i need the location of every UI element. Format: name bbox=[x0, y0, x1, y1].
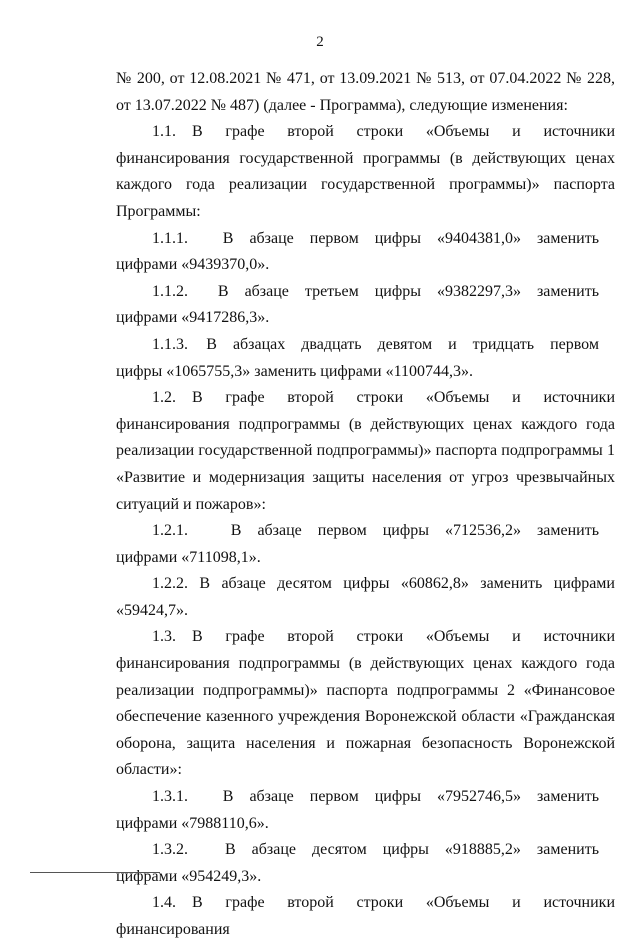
paragraph-intro: № 200, от 12.08.2021 № 471, от 13.09.2021 № 513, от 07.04.2022 № 228, от 13.07.2022 № 487) (далее - Программа), следующие изменения: bbox=[116, 70, 615, 114]
document-body bbox=[116, 66, 615, 944]
paragraph-1-1-1: 1.1.1. В абзаце первом цифры «9404381,0» заменить цифрами «9439370,0». bbox=[116, 229, 615, 274]
paragraph-1-2-1: 1.2.1. В абзаце первом цифры «712536,2» заменить цифрами «711098,1». bbox=[116, 522, 615, 566]
page-number: 2 bbox=[316, 34, 324, 50]
paragraph-1-3: 1.3. В графе второй строки «Объемы и источники финансирования подпрограммы (в действующих ценах каждого года реализации подпрограммы)» паспорта подпрограммы 2 «Финансовое обеспечение казенного учреждения Воронежской области «Гражданская оборона, защита населения и пожарная безопасность Воронежской области»: bbox=[116, 628, 615, 779]
paragraph-1-1-3: 1.1.3. В абзацах двадцать девятом и тридцать первом цифры «1065755,3» заменить цифрами «1100744,3». bbox=[116, 335, 615, 380]
footer-divider bbox=[30, 872, 160, 873]
paragraph-1-3-2: 1.3.2. В абзаце десятом цифры «918885,2» заменить цифрами «954249,3». bbox=[116, 841, 615, 885]
paragraph-1-2-2: 1.2.2. В абзаце десятом цифры «60862,8» заменить цифрами «59424,7». bbox=[116, 575, 615, 619]
paragraph-1-2: 1.2. В графе второй строки «Объемы и источники финансирования подпрограммы (в действующих ценах каждого года реализации государственной подпрограммы)» паспорта подпрограммы 1 «Развитие и модернизация защиты населения от угроз чрезвычайных ситуаций и пожаров»: bbox=[116, 389, 615, 513]
paragraph-1-1: 1.1. В графе второй строки «Объемы и источники финансирования государственной программы (в действующих ценах каждого года реализации государственной программы)» паспорта Программы: bbox=[116, 123, 615, 220]
paragraph-1-1-2: 1.1.2. В абзаце третьем цифры «9382297,3» заменить цифрами «9417286,3». bbox=[116, 282, 615, 327]
paragraph-1-4: 1.4. В графе второй строки «Объемы и источники финансирования bbox=[116, 894, 615, 938]
paragraph-1-3-1: 1.3.1. В абзаце первом цифры «7952746,5» заменить цифрами «7988110,6». bbox=[116, 788, 615, 832]
